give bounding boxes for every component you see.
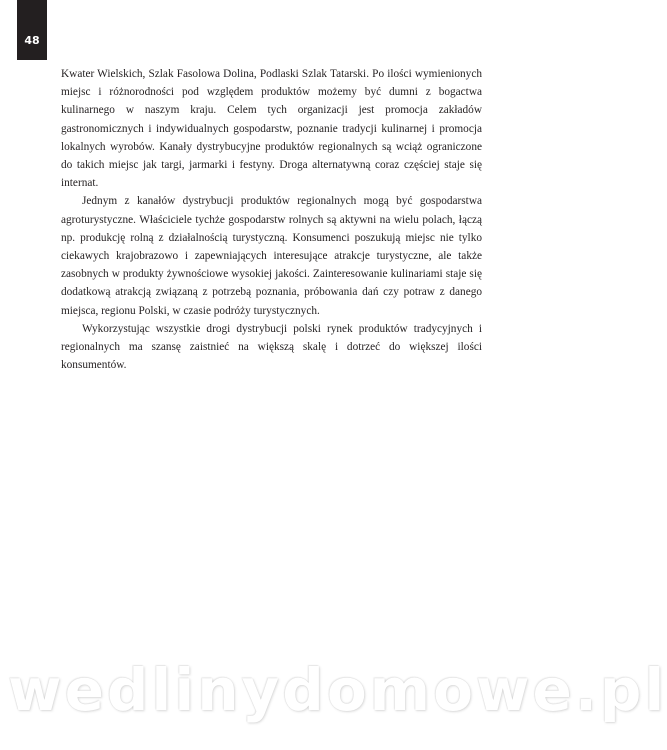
- body-text: [61, 65, 482, 374]
- watermark: wedlinydomowe.pl: [8, 656, 667, 724]
- paragraph-3: Wykorzystując wszystkie drogi dystrybucji polski rynek produktów tradycyjnych i regionalnych ma szansę zaistnieć na większą skalę i dotrzeć do większej ilości konsumentów.: [61, 322, 482, 372]
- paragraph-1: Kwater Wielskich, Szlak Fasolowa Dolina, Podlaski Szlak Tatarski. Po ilości wymienionych miejsc i różnorodności pod względem produktów możemy być dumni z bogactwa kulinarnego w naszym kraju. Celem tych organizacji jest promocja zakładów gastronomicznych i indywidualnych gospodarstw, poznanie tradycji kulinarnej i promocja lokalnych wyrobów. Kanały dystrybucyjne produktów regionalnych są wciąż ograniczone do takich miejsc jak targi, jarmarki i festyny. Droga alternatywną coraz częściej staje się internat.: [61, 68, 482, 190]
- page-number: 48: [24, 34, 40, 47]
- page-number-tab: [17, 0, 47, 60]
- paragraph-2: Jednym z kanałów dystrybucji produktów regionalnych mogą być gospodarstwa agroturystyczne. Właściciele tychże gospodarstw rolnych są aktywni na wielu polach, łączą np. produkcję rolną z działalnością turystyczną. Konsumenci poszukują miejsc nie tylko ciekawych krajobrazowo i zapewniających interesujące atrakcje turystyczne, ale także zasobnych w produkty żywnościowe wysokiej jakości. Zainteresowanie kulinariami staje się dodatkową atrakcją związaną z potrzebą poznania, próbowania dań czy potraw z danego miejsca, regionu Polski, w czasie podróży turystycznych.: [61, 195, 482, 317]
